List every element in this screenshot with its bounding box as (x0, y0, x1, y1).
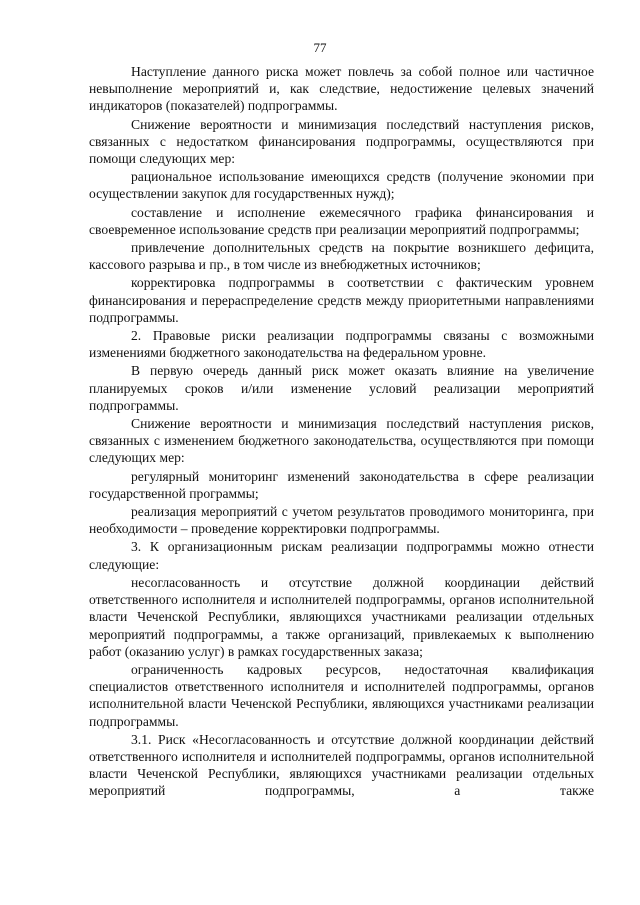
paragraph-limited-staff-resources: ограниченность кадровых ресурсов, недостаточная квалификация специалистов ответственного исполнителя и исполнителей подпрограммы, органов исполнительной власти Чеченской Республики, являющихся участниками реализации подпрограммы. (89, 661, 594, 729)
paragraph-risk-3-1: 3.1. Риск «Несогласованность и отсутствие должной координации действий ответственного исполнителя и исполнителей подпрограммы, органов исполнительной власти Чеченской Республики, являющихся участниками реализации отдельных мероприятий подпрограммы, а также (89, 731, 594, 799)
paragraph-risk-consequence: Наступление данного риска может повлечь за собой полное или частичное невыполнение мероприятий и, как следствие, недостижение целевых значений индикаторов (показателей) подпрограммы. (89, 64, 594, 114)
body-text (89, 63, 594, 801)
paragraph-rational-use-of-funds: рациональное использование имеющихся средств (получение экономии при осуществлении закупок для государственных нужд); (89, 169, 594, 202)
paragraph-monthly-financing-schedule: составление и исполнение ежемесячного графика финансирования и своевременное использование средств при реализации мероприятий подпрограммы; (89, 204, 594, 237)
paragraph-financing-risk-measures-intro: Снижение вероятности и минимизация последствий наступления рисков, связанных с недостатком финансирования подпрограммы, осуществляются при помощи следующих мер: (89, 116, 594, 167)
page-number: 77 (313, 40, 327, 55)
paragraph-additional-funds: привлечение дополнительных средств на покрытие возникшего дефицита, кассового разрыва и пр., в том числе из внебюджетных источников; (89, 240, 594, 273)
paragraph-legal-risks: 2. Правовые риски реализации подпрограммы связаны с возможными изменениями бюджетного законодательства на федеральном уровне. (89, 328, 594, 361)
paragraph-organizational-risks: 3. К организационным рискам реализации подпрограммы можно отнести следующие: (89, 539, 594, 572)
paragraph-monitoring-based-actions: реализация мероприятий с учетом результатов проводимого мониторинга, при необходимости – проведение корректировки подпрограммы. (89, 504, 594, 537)
paragraph-subprogram-adjustment: корректировка подпрограммы в соответствии с фактическим уровнем финансирования и перераспределение средств между приоритетными направлениями подпрограммы. (89, 275, 594, 325)
paragraph-lack-of-coordination: несогласованность и отсутствие должной координации действий ответственного исполнителя и исполнителей подпрограммы, органов исполнительной власти Чеченской Республики, являющихся участниками реализации отдельных мероприятий подпрограммы, а также организаций, привлекаемых к выполнению работ (оказанию услуг) в рамках государственных заказа; (89, 574, 594, 659)
paragraph-legal-risk-measures-intro: Снижение вероятности и минимизация последствий наступления рисков, связанных с изменением бюджетного законодательства, осуществляются при помощи следующих мер: (89, 416, 594, 466)
paragraph-legal-risk-impact: В первую очередь данный риск может оказать влияние на увеличение планируемых сроков и/или изменение условий реализации мероприятий подпрограммы. (89, 363, 594, 413)
paragraph-legislation-monitoring: регулярный мониторинг изменений законодательства в сфере реализации государственной программы; (89, 468, 594, 501)
